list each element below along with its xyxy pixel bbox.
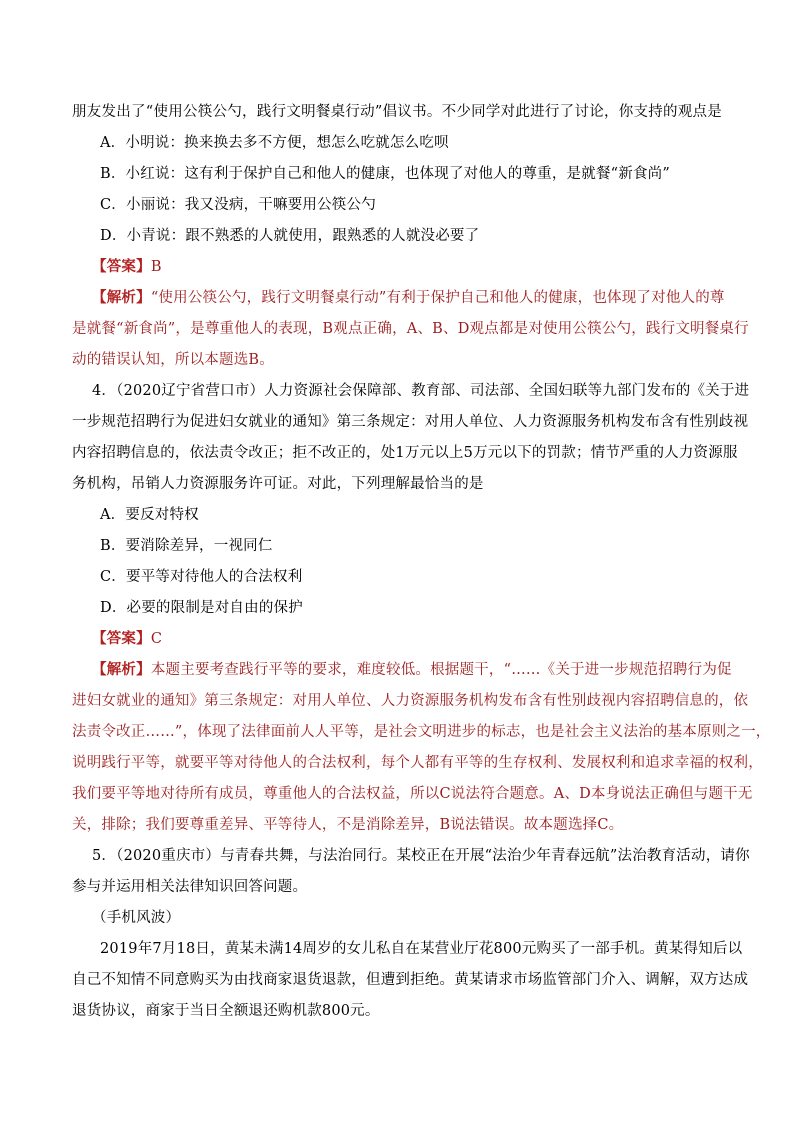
q4-analysis-line-6: 关，排除；我们要尊重差异、平等待人，不是消除差异，B说法错误。故本题选择C。: [72, 817, 624, 833]
q4-analysis-line-5: 我们要平等地对待所有成员，尊重他人的合法权益，所以C说法符合题意。A、D本身说法正确但与题干无: [72, 786, 753, 802]
q5-story-line-1: 2019年7月18日，黄某未满14周岁的女儿私自在某营业厅花800元购买了一部手机。黄某得知后以: [100, 941, 743, 957]
analysis-text: “使用公筷公勺，践行文明餐桌行动”有利于保护自己和他人的健康，也体现了对他人的尊: [150, 290, 725, 306]
q4-answer: [92, 629, 742, 649]
q5-section-title: （手机风波）: [92, 910, 181, 926]
analysis-text: 本题主要考查践行平等的要求，难度较低。根据题干，“……《关于进一步规范招聘行为促: [150, 662, 732, 678]
q5-stem-line-1: 5．（2020重庆市）与青春共舞，与法治同行。某校正在开展“法治少年青春远航”法治教育活动，请你: [92, 848, 750, 864]
q4-stem-line-3: 内容招聘信息的，依法责令改正；拒不改正的，处1万元以上5万元以下的罚款；情节严重的人力资源服: [72, 445, 738, 461]
q4-stem-line-1: 4．（2020辽宁省营口市）人力资源社会保障部、教育部、司法部、全国妇联等九部门发布的《关于进: [92, 383, 750, 399]
answer-value: C: [150, 631, 163, 647]
q3-stem-tail: 朋友发出了“使用公筷公勺，践行文明餐桌行动”倡议书。不少同学对此进行了讨论，你支持的观点是: [72, 104, 722, 120]
answer-tag: 【答案】: [92, 630, 151, 647]
q4-analysis-line-1: [92, 660, 732, 680]
q3-option-b: B．小红说：这有利于保护自己和他人的健康，也体现了对他人的尊重，是就餐“新食尚”: [100, 166, 670, 182]
q4-stem-line-4: 务机构，吊销人力资源服务许可证。对此，下列理解最恰当的是: [72, 476, 484, 492]
q5-story-line-3: 退货协议，商家于当日全额退还购机款800元。: [72, 1003, 380, 1019]
q3-option-c: C．小丽说：我又没病，干嘛要用公筷公勺: [100, 197, 376, 213]
q3-analysis-line-2: 是就餐“新食尚”，是尊重他人的表现，B观点正确，A、B、D观点都是对使用公筷公勺，践行文明餐桌行: [72, 321, 749, 337]
q4-analysis-line-2: 进妇女就业的通知》第三条规定：对用人单位、人力资源服务机构发布含有性别歧视内容招聘信息的，依: [72, 693, 749, 709]
q5-story-line-2: 自己不知情不同意购买为由找商家退货退款，但遭到拒绝。黄某请求市场监管部门介入、调解，双方达成: [72, 972, 749, 988]
answer-tag: 【答案】: [92, 258, 151, 275]
q5-stem-line-2: 参与并运用相关法律知识回答问题。: [72, 879, 308, 895]
q3-analysis-line-3: 动的错误认知，所以本题选B。: [72, 352, 274, 368]
q3-analysis-line-1: [92, 288, 725, 308]
q3-answer: [92, 257, 742, 277]
analysis-tag: 【解析】: [92, 289, 151, 306]
q4-analysis-line-4: 说明践行平等，就要平等对待他人的合法权利，每个人都有平等的生存权利、发展权利和追求幸福的权利，: [72, 755, 763, 771]
answer-value: B: [150, 259, 162, 275]
q4-option-d: D．必要的限制是对自由的保护: [100, 600, 303, 616]
q4-option-b: B．要消除差异，一视同仁: [100, 538, 273, 554]
q4-stem-line-2: 一步规范招聘行为促进妇女就业的通知》第三条规定：对用人单位、人力资源服务机构发布含有性别歧视: [72, 414, 749, 430]
q4-analysis-line-3: 法责令改正……”，体现了法律面前人人平等，是社会文明进步的标志，也是社会主义法治的基本原则之一，: [72, 724, 771, 740]
analysis-tag: 【解析】: [92, 661, 151, 678]
q3-option-a: A．小明说：换来换去多不方便，想怎么吃就怎么吃呗: [100, 135, 449, 151]
q3-option-d: D．小青说：跟不熟悉的人就使用，跟熟悉的人就没必要了: [100, 228, 480, 244]
q4-option-c: C．要平等对待他人的合法权利: [100, 569, 303, 585]
q4-option-a: A．要反对特权: [100, 507, 199, 523]
